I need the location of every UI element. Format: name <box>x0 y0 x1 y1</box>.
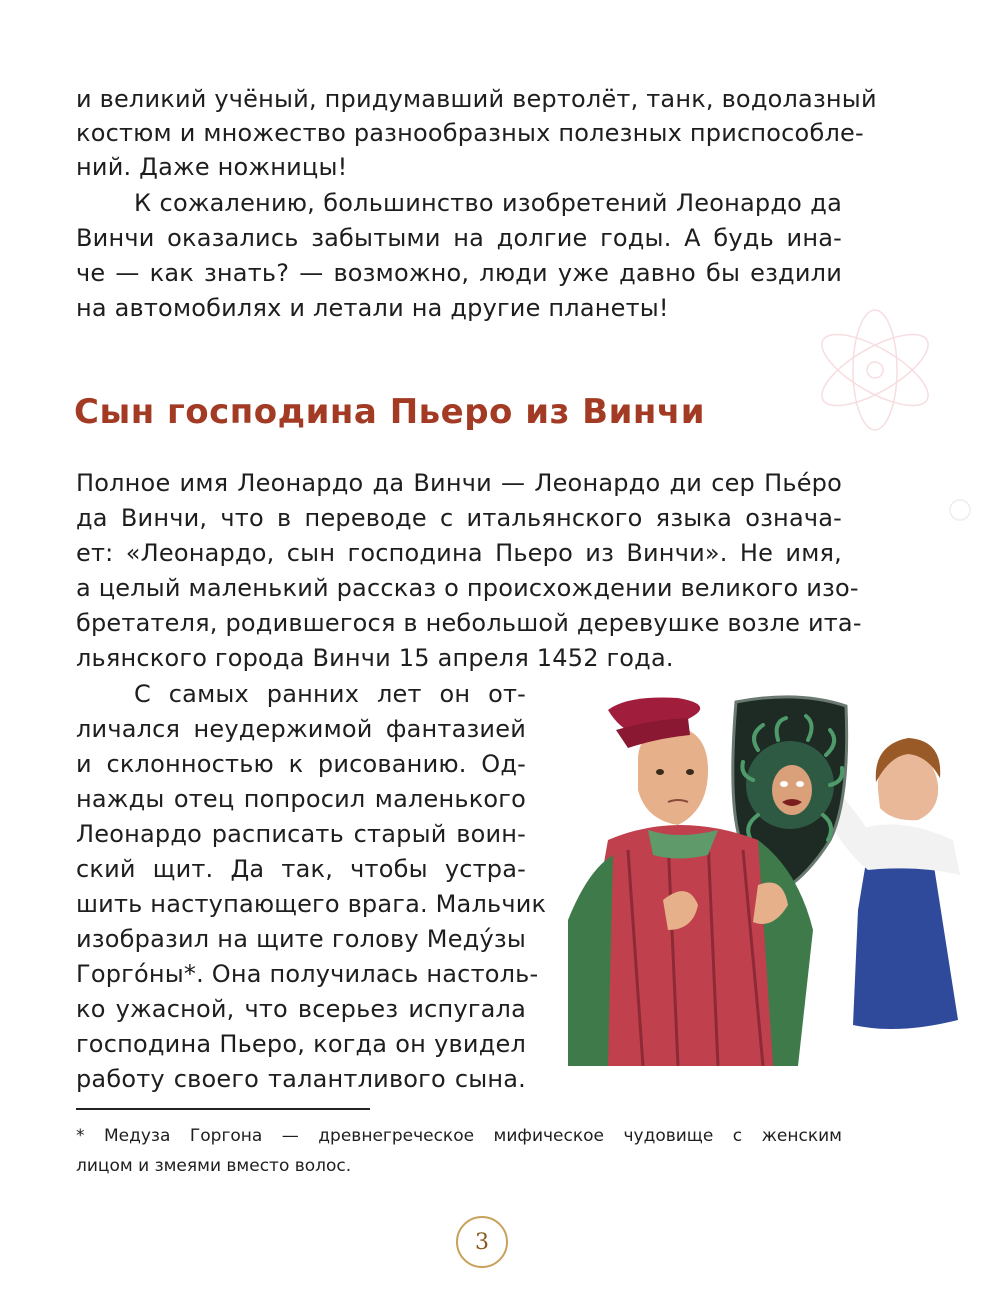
text-line: господина Пьеро, когда он увидел <box>76 1030 526 1058</box>
footnote-line: * Медуза Горгона — древнегреческое мифическое чудовище с женским <box>76 1126 842 1146</box>
text-line: ний. Даже ножницы! <box>76 153 348 181</box>
section-heading: Сын господина Пьеро из Винчи <box>74 392 706 432</box>
text-line: и склонностью к рисованию. Од- <box>76 750 526 778</box>
text-line: Винчи оказались забытыми на долгие годы. А будь ина- <box>76 224 842 252</box>
text-line: Горго́ны*. Она получилась настоль- <box>76 960 539 988</box>
text-line: работу своего талантливого сына. <box>76 1065 526 1093</box>
text-line: К сожалению, большинство изобретений Леонардо да <box>134 189 842 217</box>
text-line: ко ужасной, что всерьез испугала <box>76 995 526 1023</box>
text-line: ский щит. Да так, чтобы устра- <box>76 855 526 883</box>
text-line: С самых ранних лет он от- <box>134 680 526 708</box>
text-line: ет: «Леонардо, сын господина Пьеро из Винчи». Не имя, <box>76 539 842 567</box>
text-line: нажды отец попросил маленького <box>76 785 526 813</box>
footnote-line: лицом и змеями вместо волос. <box>76 1156 352 1176</box>
text-line: льянского города Винчи 15 апреля 1452 года. <box>76 644 674 672</box>
text-line: шить наступающего врага. Мальчик <box>76 890 547 918</box>
text-line: да Винчи, что в переводе с итальянского языка означа- <box>76 504 842 532</box>
illustration-medusa-shield <box>568 690 972 1066</box>
text-line: че — как знать? — возможно, люди уже давно бы ездили <box>76 259 842 287</box>
footnote-divider <box>76 1108 370 1110</box>
text-line: а целый маленький рассказ о происхождении великого изо- <box>76 574 859 602</box>
text-line: и великий учёный, придумавший вертолёт, танк, водолазный <box>76 85 877 113</box>
text-line: личался неудержимой фантазией <box>76 715 526 743</box>
text-line: на автомобилях и летали на другие планеты! <box>76 294 669 322</box>
text-line: изобразил на щите голову Меду́зы <box>76 925 526 953</box>
text-line: Леонардо расписать старый воин- <box>76 820 526 848</box>
page-number: 3 <box>456 1216 508 1268</box>
text-line: бретателя, родившегося в небольшой деревушке возле ита- <box>76 609 862 637</box>
text-line: Полное имя Леонардо да Винчи — Леонардо ди сер Пьéро <box>76 469 842 497</box>
text-line: костюм и множество разнообразных полезных приспособле- <box>76 119 864 147</box>
